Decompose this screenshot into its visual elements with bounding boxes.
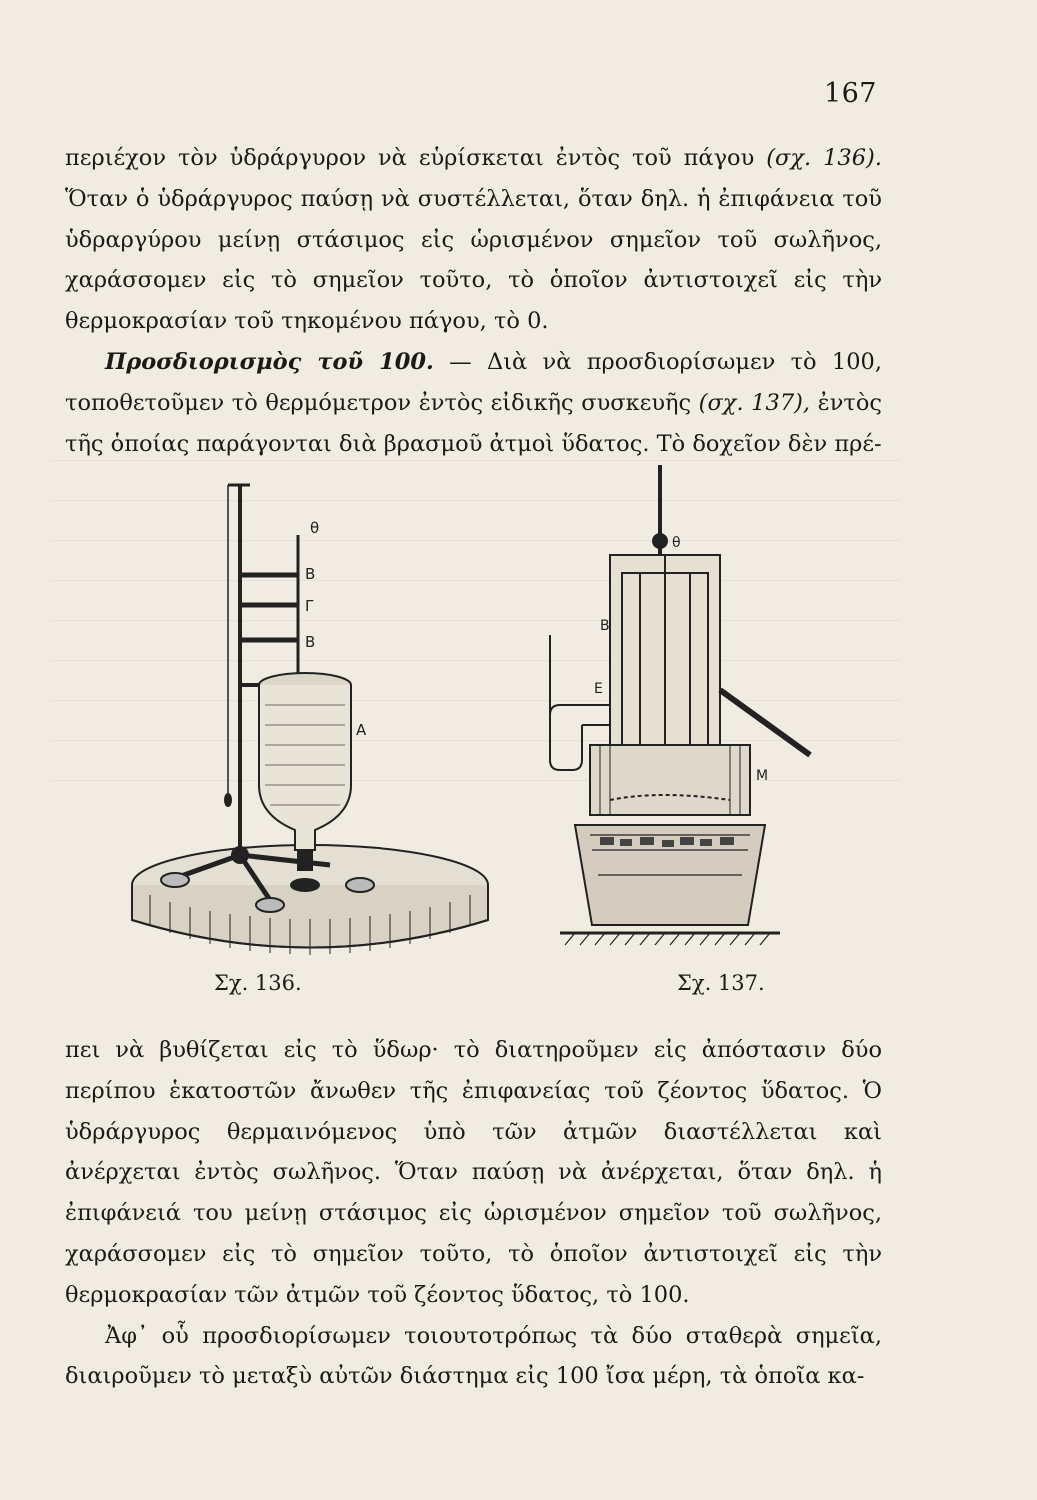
label-alpha-136: Α [356,721,367,739]
paragraph-3: πει νὰ βυθίζεται εἰς τὸ ὕδωρ· τὸ διατηροῦμεν εἰς ἀπόστασιν δύο περίπου ἑκατοστῶν ἄνωθεν τῆς ἐπιφανείας τοῦ ζέοντος ὕδατος. Ὁ ὑδράργυρος θερμαινόμενος ὑπὸ τῶν ἀτμῶν διαστέλλεται καὶ ἀνέρχεται ἐντὸς σωλῆνος. Ὅταν παύσῃ νὰ ἀνέρχεται, ὅταν δηλ. ἡ ἐπιφάνειά του μείνῃ στάσιμος εἰς ὡρισμένον σημεῖον τοῦ σωλῆνος, χαράσσομεν εἰς τὸ σημεῖον τοῦτο, τὸ ὁποῖον ἀντιστοιχεῖ εἰς τὴν θερμοκρασίαν τῶν ἀτμῶν τοῦ ζέοντος ὕδατος, τὸ 100. [65,1037,882,1308]
label-theta-137: θ [672,535,681,551]
figures-row [120,455,920,1015]
label-gamma-136: Γ [305,597,314,615]
lower-text [65,1030,882,1397]
label-beta-bottom-136: Β [305,633,316,651]
figure-136-illustration [120,455,510,995]
paragraph-1 [65,138,882,342]
figure-137 [520,455,920,1015]
label-m-137: Μ [756,768,769,784]
page-number: 167 [823,78,877,109]
figure-136 [120,455,510,1015]
caption-137: Σχ. 137. [677,971,765,995]
paragraph-4: Ἀφ᾽ οὗ προσδιορίσωμεν τοιουτοτρόπως τὰ δύο σταθερὰ σημεῖα, διαιροῦμεν τὸ μεταξὺ αὐτῶν διάστημα εἰς 100 ἴσα μέρη, τὰ ὁποῖα κα- [65,1322,882,1390]
paragraph-2-text: — Διὰ νὰ προσδιορίσωμεν τὸ 100, τοποθετοῦμεν τὸ θερμόμετρον ἐντὸς εἰδικῆς συσκευῆς [65,348,882,416]
section-heading-100: Προσδιορισμὸς τοῦ 100. [105,348,434,375]
label-b-137: Β [600,618,610,634]
label-theta-136: θ [310,519,320,537]
upper-text [65,138,882,464]
label-beta-top-136: Β [305,565,316,583]
figure-reference-137: (σχ. 137), [698,389,811,416]
paragraph-2 [65,342,882,464]
paragraph-1-rest: Ὅταν ὁ ὑδράργυρος παύσῃ νὰ συστέλλεται, ὅταν δηλ. ἡ ἐπιφάνεια τοῦ ὑδραργύρου μείνῃ στάσιμος εἰς ὡρισμένον σημεῖον τοῦ σωλῆνος, χαράσσομεν εἰς τὸ σημεῖον τοῦτο, τὸ ὁποῖον ἀντιστοιχεῖ εἰς τὴν θερμοκρασίαν τοῦ τηκομένου πάγου, τὸ 0. [65,185,882,335]
paragraph-1-start: περιέχον τὸν ὑδράργυρον νὰ εὑρίσκεται ἐντὸς τοῦ πάγου [65,145,767,171]
figure-reference-136: (σχ. 136). [766,145,882,171]
label-e-137: Ε [594,681,603,697]
caption-136: Σχ. 136. [214,971,302,995]
paragraph-2-text-end: ἐντὸς τῆς ὁποίας παράγονται διὰ βρασμοῦ ἀτμοὶ ὕδατος. Τὸ δοχεῖον δὲν πρέ- [65,389,882,457]
figure-137-illustration [520,455,920,995]
